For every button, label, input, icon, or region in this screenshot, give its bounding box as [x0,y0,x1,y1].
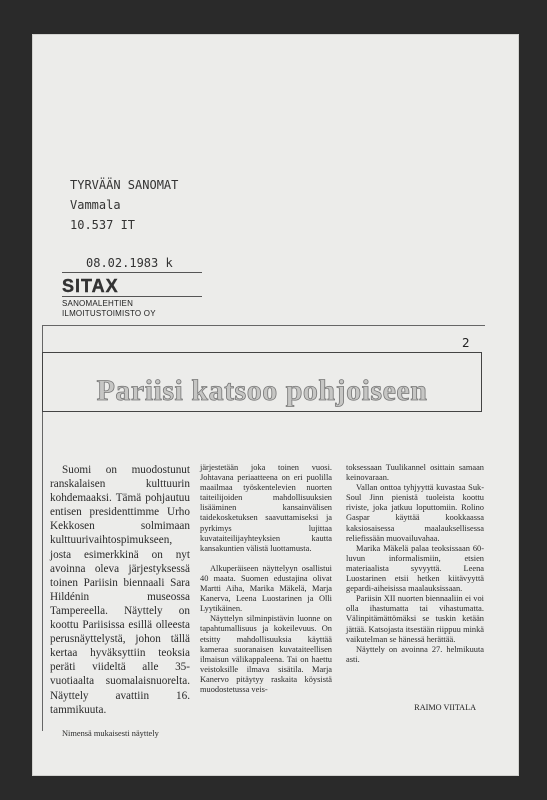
page-mark: 2 [462,336,470,350]
paragraph: Nimensä mukaisesti näyttely [62,728,159,738]
newspaper-name: TYRVÄÄN SANOMAT [70,178,179,192]
article-headline: Pariisi katsoo pohjoiseen [96,374,428,407]
byline: RAIMO VIITALA [414,703,476,712]
source-stamp [70,175,178,235]
agency-name: SANOMALEHTIEN ILMOITUSTOIMISTO OY [62,299,156,318]
paragraph: Näyttelyn silminpistävin luonne on tapahtumallisuus ja kokeilevuus. On etsitty mahdollisuuksia käyttää kameraa suoranaisen kuvataiteellisen ilmaisun välikappaleena. Tai on haettu veistoksille ilmava sisätila. Marja Kanervo pitäytyy raskaita köysistä muodostetussa veis- [200,614,332,694]
newspaper-city: Vammala [70,198,121,212]
article-column-3 [346,463,484,665]
paragraph: Suomi on muodostunut ranskalaisen kulttuurin kohdemaaksi. Tämä pohjautuu entisen presidenttimme Urho Kekkosen solmimaan kulttuurivaihtospimukseen, josta esimerkkinä on nyt avoinna oleva järjestyksessä toinen Pariisin biennaali Sara Hildénin museossa Tampereella. Näyttely on koottu Pariisissa esillä olleesta perusnäyttelystä, johon tällä kertaa hyväksyttiin teoksia peräti viideltä alle 35-vuotiaalta suomalaisnuorelta. Näyttely avattiin 16. tammikuuta. [50,464,190,716]
divider [62,272,202,273]
agency-logo: SITAX [62,276,119,296]
circulation: 10.537 IT [70,218,136,232]
article-column-2 [200,463,332,695]
divider [62,296,202,297]
paragraph: Marika Mäkelä palaa teoksissaan 60-luvun informalismiin, etsien materiaalista syvyyttä. Leena Luostarinen etsii hetken kiitävyyttä gepardi-aiheisissa maalauksissaan. [346,543,484,594]
paragraph: Pariisin XII nuorten biennaaliin ei voi olla ihastumatta tai vihastumatta. Välinpitämättömäksi se tuskin ketään jättää. Katsojasta itsestään riippuu minkä vaikutelman se hänessä herättää. [346,594,484,644]
clipping-date: 08.02.1983 k [86,256,173,270]
paragraph: Näyttely on avoinna 27. helmikuuta asti. [346,644,484,664]
article-column-1 [50,463,190,739]
paragraph: Alkuperäiseen näyttelyyn osallistui 40 maata. Suomen edustajina olivat Martti Aiha, Marika Mäkelä, Marja Kanerva, Leena Luostarinen ja Olli Lyytikäinen. [200,563,332,614]
paragraph: Vallan onttoa tyhjyyttä kuvastaa Suk-Soul Jinn pienistä tuoleista koottu riviste, joka jatkuu loputtomiin. Rolino Gaspar käyttää kookkaassa kaksiosaisessa maalauksellisessa reliefissään muovailuvahaa. [346,483,484,543]
paragraph: järjestetään joka toinen vuosi. Johtavana periaatteena on eri puolilla maailmaa työskentelevien nuorten taiteilijoiden mahdollisuuksien lisääminen kansainvälisen taidekosketuksen saavuttamiseksi ja pyrkimys lujittaa kuvataiteilijayhteyksien kautta kansakuntien välistä luottamusta. [200,463,332,553]
paragraph: toksessaan Tuulikannel osittain samaan keinovaraan. [346,463,484,483]
